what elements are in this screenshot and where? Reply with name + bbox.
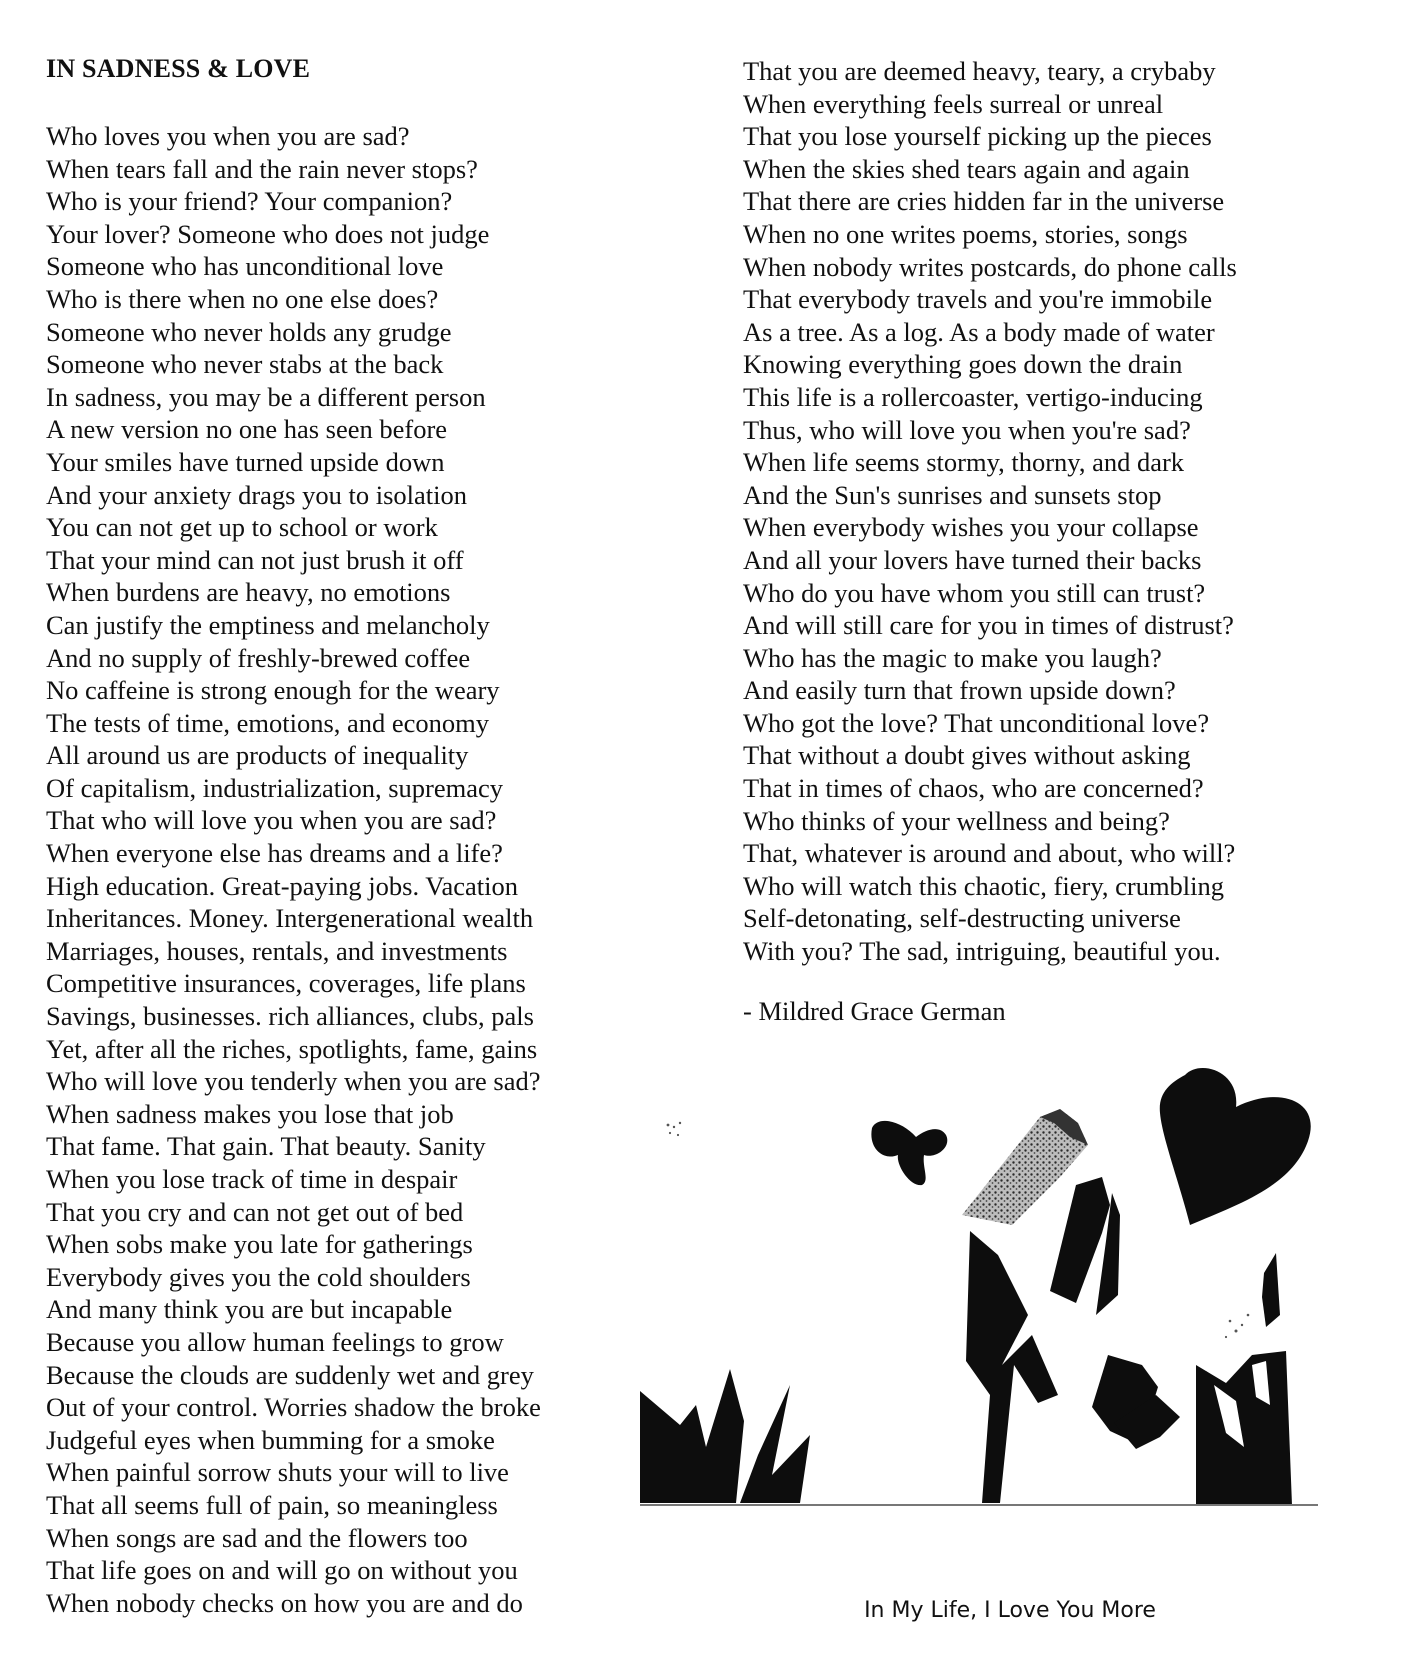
poem-line: Knowing everything goes down the drain [743,349,1183,380]
poem-line: When you lose track of time in despair [46,1164,458,1194]
poem-line: That you cry and can not get out of bed [46,1196,464,1227]
poem-line: All around us are products of inequality [46,740,469,771]
poem-line: High education. Great-paying jobs. Vacation [46,870,518,901]
poem-line: As a tree. As a log. As a body made of water [743,316,1215,347]
poem-line: A new version no one has seen before [46,414,448,445]
poem-line: Yet, after all the riches, spotlights, fame, gains [46,1033,538,1064]
poem-line: Self-detonating, self-destructing universe [743,903,1181,934]
poem-line: Savings, businesses. rich alliances, clubs, pals [46,1001,534,1032]
poem-line: Everybody gives you the cold shoulders [46,1261,471,1292]
poem-line: That, whatever is around and about, who will? [743,838,1236,869]
poem-line: Inheritances. Money. Intergenerational wealth [46,903,534,934]
artwork-caption: In My Life, I Love You More [864,1598,1156,1623]
poem-line: And easily turn that frown upside down? [743,675,1176,706]
poem-line: When everything feels surreal or unreal [743,88,1164,119]
poem-line: When everyone else has dreams and a life? [46,838,503,869]
poem-line: Someone who never stabs at the back [46,349,444,380]
poem-line: When nobody checks on how you are and do [46,1587,523,1618]
poem-line: Someone who has unconditional love [46,251,444,282]
poem-line: With you? The sad, intriguing, beautiful you. [743,936,1221,967]
poem-line: Because the clouds are suddenly wet and grey [46,1359,534,1390]
poem-line: Can justify the emptiness and melancholy [46,609,490,640]
poem-line: Marriages, houses, rentals, and investments [46,935,508,966]
poem-line: That who will love you when you are sad? [46,805,497,836]
poem-line: Who is there when no one else does? [46,283,439,314]
poem-line: When no one writes poems, stories, songs [743,218,1188,249]
poem-line: In sadness, you may be a different person [46,381,486,412]
poem-line: The tests of time, emotions, and economy [46,707,490,738]
poem-line: Who is your friend? Your companion? [46,186,453,217]
poem-line: That you are deemed heavy, teary, a crybaby [743,56,1216,86]
bow-shape [871,1121,947,1185]
artwork-illustration [640,1065,1380,1593]
poem-line: That all seems full of pain, so meaningless [46,1489,498,1520]
poem-line: Thus, who will love you when you're sad? [743,414,1191,445]
poem-left-column [46,120,541,1619]
poem-line: Your lover? Someone who does not judge [46,218,490,249]
poem-line: Judgeful eyes when bumming for a smoke [46,1424,495,1455]
poem-line: When everybody wishes you your collapse [743,512,1199,543]
poem-line: When the skies shed tears again and again [743,153,1190,184]
poem-title: IN SADNESS & LOVE [46,54,311,83]
poem-line: That there are cries hidden far in the universe [743,186,1225,217]
poem-line: Who has the magic to make you laugh? [743,642,1162,673]
poem-line: This life is a rollercoaster, vertigo-inducing [743,381,1203,412]
poem-line: Your smiles have turned upside down [46,446,445,477]
poem-line: That in times of chaos, who are concerned? [743,773,1204,804]
poem-line: No caffeine is strong enough for the weary [46,675,500,706]
poem-line: Competitive insurances, coverages, life plans [46,968,526,999]
poem-line: Of capitalism, industrialization, supremacy [46,772,503,803]
poem-line: Who do you have whom you still can trust? [743,577,1206,608]
poem-line: And many think you are but incapable [46,1294,453,1325]
poem-line: When nobody writes postcards, do phone calls [743,251,1237,282]
poem-line: When burdens are heavy, no emotions [46,577,451,608]
poem-line: And will still care for you in times of distrust? [743,610,1234,641]
poem-line: When tears fall and the rain never stops? [46,153,478,184]
poem-line: Out of your control. Worries shadow the broke [46,1392,541,1423]
poem-line: And the Sun's sunrises and sunsets stop [743,479,1162,510]
poem-line: Who got the love? That unconditional love? [743,707,1210,738]
poem-line: Someone who never holds any grudge [46,316,452,347]
poem-line: That life goes on and will go on without you [46,1555,518,1586]
poem-line: When painful sorrow shuts your will to live [46,1457,509,1488]
poem-line: And your anxiety drags you to isolation [46,479,467,510]
poem-line: Who will love you tenderly when you are sad? [46,1066,541,1097]
poem-line: Who thinks of your wellness and being? [743,805,1170,836]
poem-line: That your mind can not just brush it off [46,544,464,575]
poem-author: - Mildred Grace German [743,996,1006,1026]
poem-line: Who loves you when you are sad? [46,121,410,151]
poem-line: That everybody travels and you're immobile [743,284,1213,315]
poem-line: When sadness makes you lose that job [46,1098,454,1129]
poem-line: That fame. That gain. That beauty. Sanity [46,1131,486,1162]
poem-line: And all your lovers have turned their backs [743,544,1202,575]
poem-line: Who will watch this chaotic, fiery, crumbling [743,870,1225,901]
speckle-marks [667,1122,1250,1338]
poem-right-column [743,55,1237,968]
leaf-shapes [640,1177,1292,1505]
poem-line: When life seems stormy, thorny, and dark [743,447,1185,478]
heart-shape [1160,1068,1311,1225]
poem-line: When songs are sad and the flowers too [46,1522,468,1553]
poem-line: You can not get up to school or work [46,512,438,543]
poem-line: When sobs make you late for gatherings [46,1229,473,1260]
poem-line: That without a doubt gives without asking [743,740,1191,771]
poem-line: Because you allow human feelings to grow [46,1326,504,1357]
poem-line: That you lose yourself picking up the pieces [743,121,1212,152]
shaded-tile-shape [962,1109,1088,1225]
poem-line: And no supply of freshly-brewed coffee [46,642,471,673]
